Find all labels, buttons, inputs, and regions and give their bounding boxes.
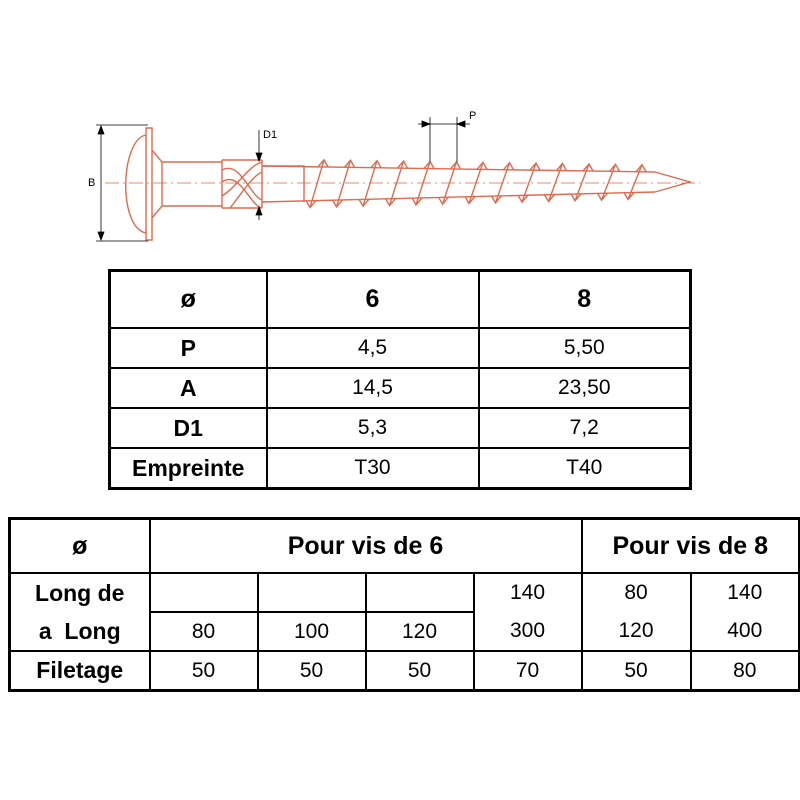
length-row-a-long [10,612,800,651]
length-cell: 120 [366,612,474,651]
screw-illustration [126,128,690,240]
length-row-filetage [10,651,800,691]
length-table [8,517,800,692]
length-cell: 80 [150,612,258,651]
spec-header-row [110,271,691,329]
spec-cell: 14,5 [267,368,479,408]
spec-cell: 23,50 [479,368,691,408]
spec-cell: 5,50 [479,328,691,368]
length-header-vis-8: Pour vis de 8 [582,519,800,574]
length-cell: 50 [366,651,474,691]
length-row-label: a Long [10,612,150,651]
spec-header-8: 8 [479,271,691,329]
label-b: B [88,177,96,189]
dimension-p [418,117,470,162]
length-cell: 80 [582,573,691,612]
length-cell [258,573,366,612]
spec-row-label: P [110,328,267,368]
length-cell: 50 [150,651,258,691]
length-cell: 50 [258,651,366,691]
length-row-label: Long de [10,573,150,612]
label-d1: D1 [263,129,278,141]
length-cell: 100 [258,612,366,651]
length-header-diameter: ø [10,519,150,574]
spec-cell: 4,5 [267,328,479,368]
spec-row-p [110,328,691,368]
spec-row-label: Empreinte [110,448,267,489]
thread-crest [571,164,593,201]
length-cell: 80 [691,651,800,691]
length-cell: 120 [582,612,691,651]
label-p: P [469,110,477,122]
length-cell [150,573,258,612]
spec-cell: T40 [479,448,691,489]
thread-crest [598,164,620,200]
thread-crest [624,165,646,200]
thread-crest [545,163,567,201]
length-row-long-de [10,573,800,612]
spec-row-label: A [110,368,267,408]
spec-row-label: D1 [110,408,267,448]
length-cell: 140 [691,573,800,612]
length-header-row [10,519,800,574]
length-cell: 70 [474,651,582,691]
spec-header-6: 6 [267,271,479,329]
spec-table [108,269,692,490]
spec-row-d1 [110,408,691,448]
length-cell: 300 [474,612,582,651]
length-cell: 50 [582,651,691,691]
length-cell [366,573,474,612]
length-cell: 140 [474,573,582,612]
spec-cell: T30 [267,448,479,489]
length-cell: 400 [691,612,800,651]
spec-cell: 7,2 [479,408,691,448]
spec-row-a [110,368,691,408]
length-header-vis-6: Pour vis de 6 [150,519,582,574]
spec-row-empreinte [110,448,691,489]
spec-header-diameter: ø [110,271,267,329]
screw-drawing [0,0,800,260]
length-row-label: Filetage [10,651,150,691]
spec-cell: 5,3 [267,408,479,448]
